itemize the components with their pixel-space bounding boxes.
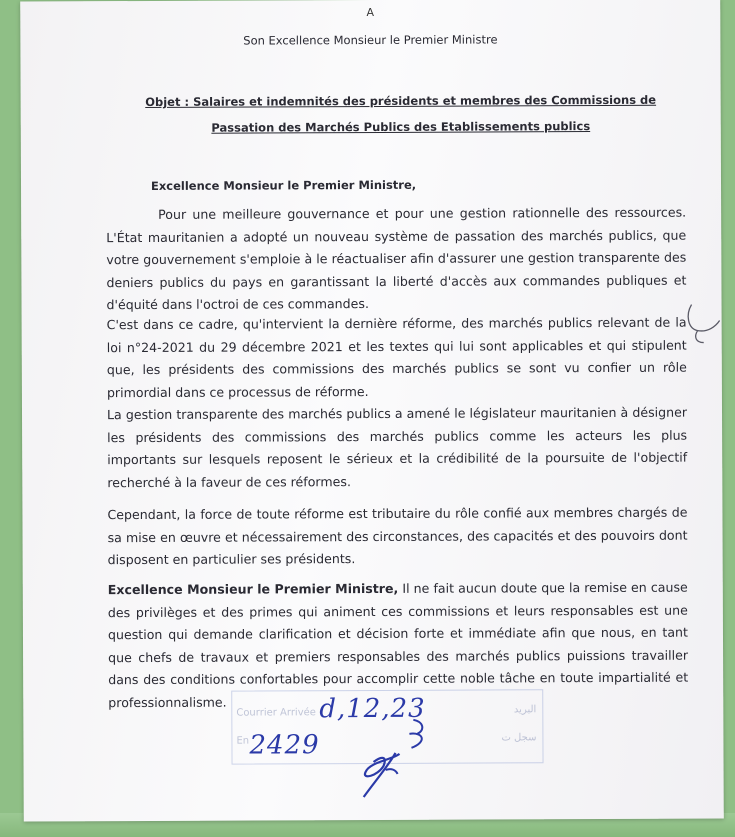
- handwritten-signature: [333, 712, 453, 808]
- stamp-arabic-2: سجل ت: [501, 732, 537, 744]
- letter-subject: Objet : Salaires et indemnités des présidents et membres des Commissions de Passation des Marchés Publics des Etablissements publics: [145, 92, 657, 135]
- letter-page: [20, 0, 724, 822]
- paragraph-4: Cependant, la force de toute réforme est tributaire du rôle confié aux membres chargés de sa mise en œuvre et nécessairement des circonstances, des capacités et des pouvoirs dont disposent en particulier ses présidents.: [107, 504, 688, 568]
- addressee-prefix: A: [366, 5, 375, 20]
- salutation: Excellence Monsieur le Premier Ministre,: [150, 177, 417, 193]
- stamp-arabic-1: البريد: [513, 704, 537, 716]
- paragraph-1: Pour une meilleure gouvernance et pour une gestion rationnelle des ressources. L'État mauritanien a adopté un nouveau système de passation des marchés publics, que votre gouvernement s'emploie à le réactualiser afin d'assurer une gestion transparente des deniers publics du pays en garantissant la liberté d'accès aux commandes publiques et d'équité dans l'octroi de ces commandes.: [106, 204, 687, 313]
- margin-mark: [684, 298, 724, 348]
- handwritten-number: 2429: [249, 730, 320, 761]
- closing-lead: Excellence Monsieur le Premier Ministre,: [107, 580, 399, 598]
- handwritten-date: d,12,23: [319, 693, 426, 725]
- closing-text: Il ne fait aucun doute que la remise en cause des privilèges et des primes qui animent ces commissions et leurs responsables est une question qui demande clarification et décision forte et immédiate afin que nous, en tant que chefs de travaux et premiers responsables des marchés publics puissions travailler dans des conditions confortables pour accomplir cette noble tâche en toute impartialité et professionnalisme.: [107, 579, 689, 710]
- stamp-label-en: En: [236, 735, 250, 747]
- addressee-line: Son Excellence Monsieur le Premier Ministre: [243, 32, 498, 48]
- paragraph-3: La gestion transparente des marchés publics a amené le législateur mauritanien à désigner les présidents des commissions des marchés publics comme les acteurs les plus importants sur lesquels reposent le sérieux et la crédibilité de la poursuite de l'objectif recherché à la faveur de ces réformes.: [106, 404, 688, 490]
- stamp-label-arrivee: Courrier Arrivée: [236, 707, 316, 719]
- paragraph-2: C'est dans ce cadre, qu'intervient la dernière réforme, des marchés publics relevant de la loi n°24-2021 du 29 décembre 2021 et les textes qui lui sont applicables et qui stipulent que, les présidents des commissions des marchés publics se sont vu confier un rôle primordial dans ce processus de réforme.: [106, 314, 687, 400]
